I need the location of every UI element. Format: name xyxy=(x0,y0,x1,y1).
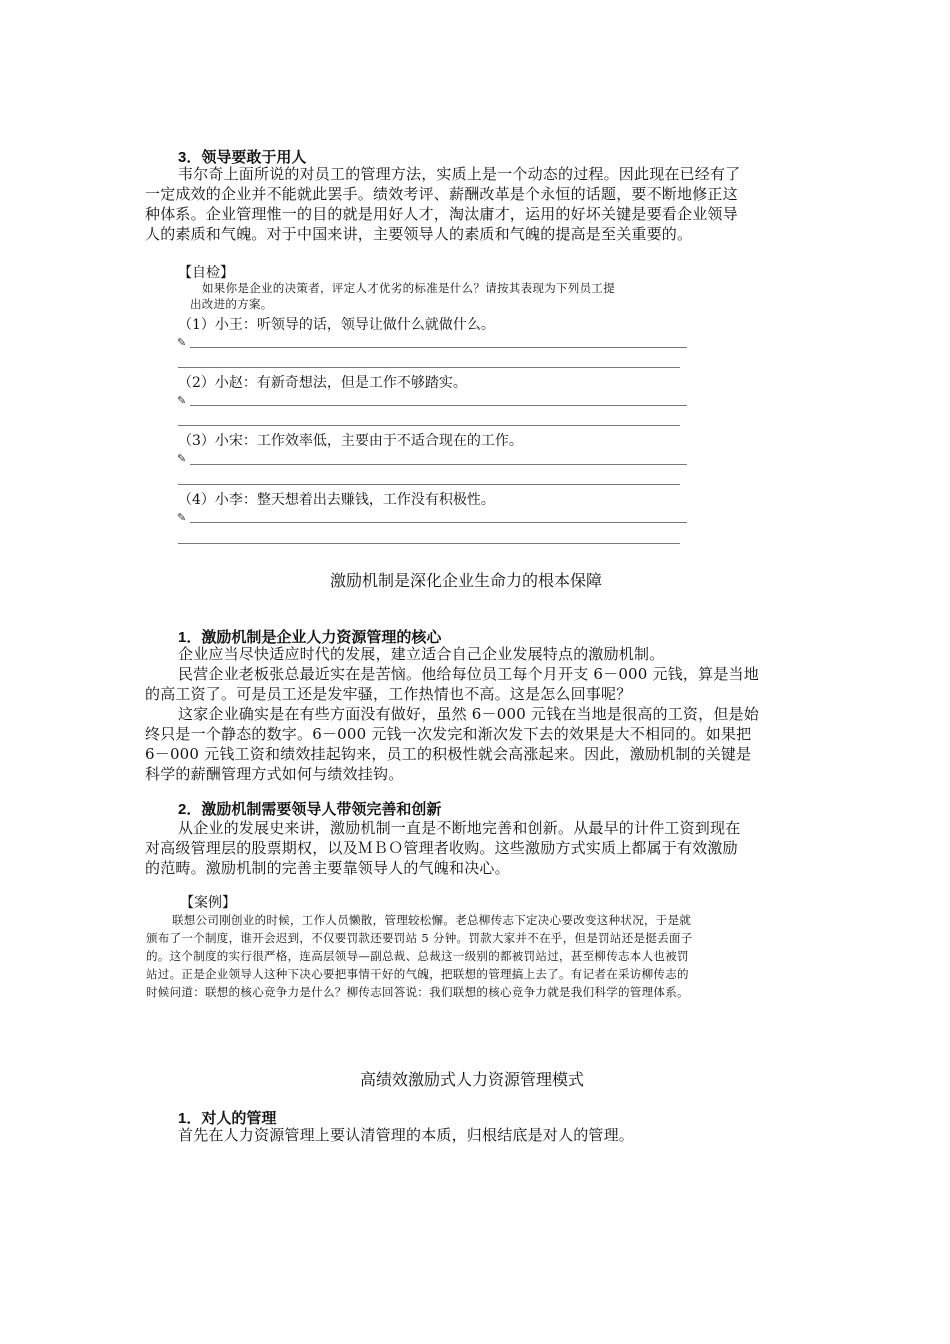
section-heading: 1．激励机制是企业人力资源管理的核心 xyxy=(178,629,442,646)
paragraph-line: 的高工资了。可是员工还是发牢骚，工作热情也不高。这是怎么回事呢？ xyxy=(145,685,632,703)
case-line: 的。这个制度的实行很严格，连高层领导—副总裁、总裁这一级别的都被罚站过，甚至柳传志本人也被罚 xyxy=(146,949,689,963)
paragraph-line: 种体系。企业管理惟一的目的就是用好人才，淘汰庸才，运用的好坏关键是要看企业领导 xyxy=(145,205,738,223)
section-heading: 1．对人的管理 xyxy=(178,1110,277,1127)
answer-line[interactable] xyxy=(178,543,680,544)
selfcheck-prompt: 出改进的方案。 xyxy=(190,297,273,311)
selfcheck-item: （1）小王：听领导的话，领导让做什么就做什么。 xyxy=(178,317,495,333)
answer-line[interactable] xyxy=(190,522,687,523)
article-title: 激励机制是深化企业生命力的根本保障 xyxy=(330,573,603,590)
paragraph-line: 企业应当尽快适应时代的发展，建立适合自己企业发展特点的激励机制。 xyxy=(178,645,665,663)
paragraph-line: 这家企业确实是在有些方面没有做好，虽然 6－000 元钱在当地是很高的工资，但是始 xyxy=(178,705,759,723)
answer-line[interactable] xyxy=(190,347,687,348)
answer-line[interactable] xyxy=(178,425,680,426)
paragraph-line: 韦尔奇上面所说的对员工的管理方法，实质上是一个动态的过程。因此现在已经有了 xyxy=(178,165,741,183)
selfcheck-prompt: 如果你是企业的决策者，评定人才优劣的标准是什么？请按其表现为下列员工提 xyxy=(202,281,615,295)
section-heading: 3．领导要敢于用人 xyxy=(178,149,307,166)
selfcheck-item: （3）小宋：工作效率低，主要由于不适合现在的工作。 xyxy=(178,433,523,449)
pen-icon: ✎ xyxy=(177,512,187,524)
paragraph-line: 民营企业老板张总最近实在是苦恼。他给每位员工每个月开支 6－000 元钱，算是当地 xyxy=(178,665,759,683)
selfcheck-item: （2）小赵：有新奇想法，但是工作不够踏实。 xyxy=(178,375,467,391)
answer-line[interactable] xyxy=(190,464,687,465)
paragraph-line: 对高级管理层的股票期权，以及ＭＢＯ管理者收购。这些激励方式实质上都属于有效激励 xyxy=(145,839,738,857)
paragraph-line: 人的素质和气魄。对于中国来讲，主要领导人的素质和气魄的提高是至关重要的。 xyxy=(145,225,693,243)
paragraph-line: 终只是一个静态的数字。6－000 元钱一次发完和渐次发下去的效果是大不相同的。如果把 xyxy=(145,725,752,743)
pen-icon: ✎ xyxy=(177,453,187,465)
case-line: 时候问道：联想的核心竞争力是什么？柳传志回答说：我们联想的核心竞争力就是我们科学的管理体系。 xyxy=(146,985,689,999)
section-heading: 2．激励机制需要领导人带领完善和创新 xyxy=(178,801,442,818)
case-line: 颁布了一个制度，谁开会迟到，不仅要罚款还要罚站 5 分钟。罚款大家并不在乎，但是罚站还是挺丢面子 xyxy=(146,931,693,945)
paragraph-line: 从企业的发展史来讲，激励机制一直是不断地完善和创新。从最早的计件工资到现在 xyxy=(178,819,741,837)
paragraph-line: 6－000 元钱工资和绩效挂起钩来，员工的积极性就会高涨起来。因此，激励机制的关键是 xyxy=(145,745,752,763)
answer-line[interactable] xyxy=(178,484,680,485)
answer-line[interactable] xyxy=(190,405,687,406)
pen-icon: ✎ xyxy=(177,337,187,349)
paragraph-line: 一定成效的企业并不能就此罢手。绩效考评、薪酬改革是个永恒的话题，要不断地修正这 xyxy=(145,185,738,203)
case-line: 联想公司刚创业的时候，工作人员懒散，管理较松懈。老总柳传志下定决心要改变这种状况，于是就 xyxy=(172,913,692,927)
case-line: 站过。正是企业领导人这种下决心要把事情干好的气魄，把联想的管理搞上去了。有记者在采访柳传志的 xyxy=(146,967,689,981)
pen-icon: ✎ xyxy=(177,395,187,407)
article-title: 高绩效激励式人力资源管理模式 xyxy=(360,1072,585,1089)
answer-line[interactable] xyxy=(178,367,680,368)
paragraph-line: 的范畴。激励机制的完善主要靠领导人的气魄和决心。 xyxy=(145,859,510,877)
selfcheck-label: 【自检】 xyxy=(178,265,234,281)
selfcheck-item: （4）小李：整天想着出去赚钱，工作没有积极性。 xyxy=(178,492,495,508)
paragraph-line: 科学的薪酬管理方式如何与绩效挂钩。 xyxy=(145,765,404,783)
case-label: 【案例】 xyxy=(180,895,236,911)
paragraph-line: 首先在人力资源管理上要认清管理的本质，归根结底是对人的管理。 xyxy=(178,1126,635,1144)
